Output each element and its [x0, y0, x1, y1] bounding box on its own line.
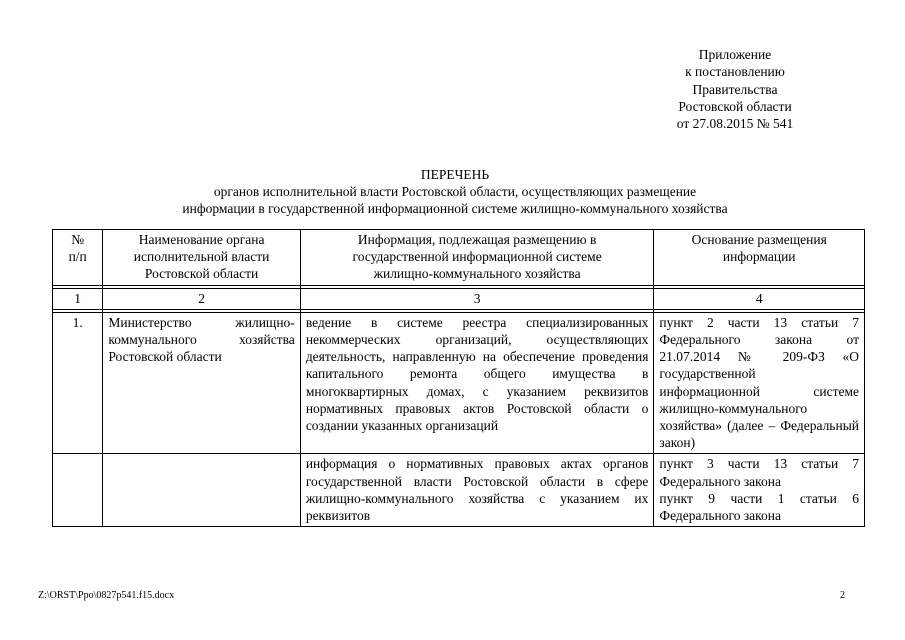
basis-text: пункт 9 части 1 статьи 6 Федерального закона	[659, 490, 859, 524]
appendix-line: Правительства	[692, 81, 778, 97]
header-cell-organ	[103, 230, 300, 286]
title-heading: ПЕРЕЧЕНЬ	[420, 167, 490, 182]
header-text: Информация, подлежащая размещению в	[357, 232, 597, 247]
column-number: 2	[103, 288, 300, 309]
info-text: ведение в системе реестра специализированных некоммерческих организаций, осуществляющих деятельность, направленную на обеспечение проведения капитального ремонта общего имущества в многоквартирных домах, с указанием реквизитов нормативных правовых актов Ростовской области о создании указанных организаций	[300, 312, 654, 454]
header-text: Наименование органа	[138, 232, 265, 247]
appendix-line: Приложение	[698, 47, 772, 62]
appendix-line: от 27.08.2015 № 541	[676, 116, 794, 132]
file-path: Z:\ORST\Ppo\0827p541.f15.docx	[38, 590, 175, 601]
header-text: информации	[722, 249, 796, 265]
title-line-1: органов исполнительной власти Ростовской области, осуществляющих размещение	[213, 184, 697, 199]
table-row	[53, 312, 865, 454]
basis-text: пункт 2 части 13 статьи 7 Федерального закона от 21.07.2014 № 209-ФЗ «О государственной информационной системе жилищно-коммунального хозяйства» (далее – Федеральный закон)	[654, 312, 865, 454]
appendix-block	[640, 46, 830, 132]
header-cell-info	[300, 230, 654, 286]
header-text: государственной информационной системе	[352, 249, 602, 265]
basis-text: пункт 3 части 13 статьи 7 Федерального закона	[659, 456, 859, 489]
header-cell-basis	[654, 230, 865, 286]
row-number	[53, 454, 103, 527]
document-title	[60, 166, 850, 217]
column-number: 4	[654, 288, 865, 309]
header-text: исполнительной власти	[133, 249, 270, 265]
header-text: Ростовской области	[144, 266, 259, 282]
header-text: жилищно-коммунального хозяйства	[373, 266, 581, 282]
header-text: №	[71, 232, 85, 247]
column-number: 3	[300, 288, 654, 309]
header-text: Основание размещения	[691, 232, 827, 247]
column-number: 1	[53, 288, 103, 309]
organ-name	[103, 454, 300, 527]
title-line-2: информации в государственной информационной системе жилищно-коммунального хозяйства	[182, 201, 728, 216]
appendix-line: к постановлению	[685, 64, 785, 80]
row-number: 1.	[53, 312, 103, 454]
column-number-row	[53, 288, 865, 309]
appendix-line: Ростовской области	[678, 98, 792, 114]
page-number: 2	[840, 590, 845, 601]
basis-cell	[654, 454, 865, 527]
header-cell-number	[53, 230, 103, 286]
table-row	[53, 454, 865, 527]
organs-table	[52, 229, 865, 527]
organ-name: Министерство жилищно-коммунального хозяйства Ростовской области	[103, 312, 300, 454]
info-text: информация о нормативных правовых актах органов государственной власти Ростовской области в сфере жилищно-коммунального хозяйства с указанием их реквизитов	[300, 454, 654, 527]
header-text: п/п	[68, 249, 87, 265]
table-header-row	[53, 230, 865, 286]
